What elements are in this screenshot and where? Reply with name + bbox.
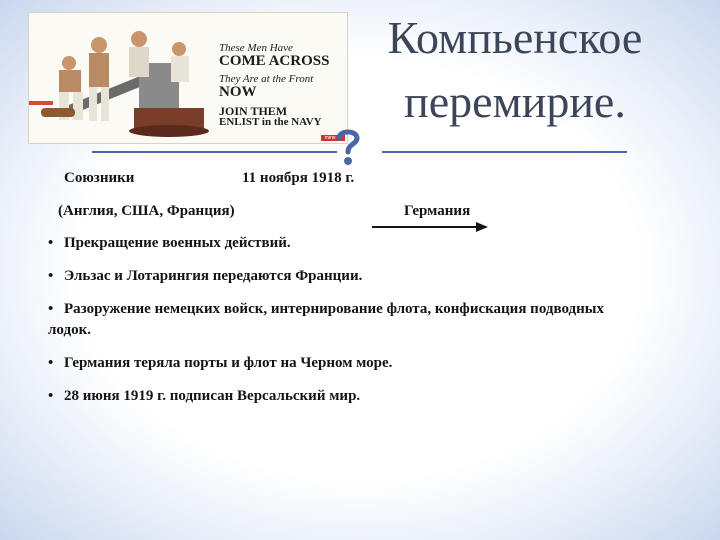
bullet-text: Эльзас и Лотарингия передаются Франции. bbox=[64, 268, 363, 284]
poster-slogan bbox=[219, 43, 344, 128]
allies-label: Союзники bbox=[64, 170, 135, 186]
navy-recruitment-poster bbox=[28, 12, 348, 144]
ornament-icon bbox=[335, 128, 361, 168]
armistice-date: 11 ноября 1918 г. bbox=[242, 170, 355, 186]
arrow-right-icon bbox=[372, 220, 490, 234]
bullet-item bbox=[48, 266, 648, 287]
poster-line-4: NOW bbox=[219, 84, 257, 100]
bullet-item bbox=[48, 353, 648, 374]
bullet-item bbox=[48, 299, 648, 341]
bullet-icon: • bbox=[48, 355, 54, 371]
bullet-icon: • bbox=[48, 268, 54, 284]
bullet-icon: • bbox=[48, 388, 54, 404]
poster-line-2: COME ACROSS bbox=[219, 53, 330, 69]
bullet-icon: • bbox=[48, 235, 54, 251]
poster-line-1: These Men Have bbox=[219, 42, 293, 54]
bullet-text: Прекращение военных действий. bbox=[64, 235, 291, 251]
bullet-text: 28 июня 1919 г. подписан Версальский мир. bbox=[64, 388, 361, 404]
bullet-text: Разоружение немецких войск, интернирование флота, конфискация подводных лодок. bbox=[48, 301, 604, 338]
allies-countries: (Англия, США, Франция) bbox=[58, 203, 235, 219]
gun-crew-illustration bbox=[29, 13, 219, 143]
poster-badge: mine III bbox=[321, 135, 345, 141]
slide-title: Компьенское перемирие. bbox=[387, 12, 643, 127]
germany-label: Германия bbox=[404, 203, 471, 219]
poster-line-6: ENLIST in the NAVY bbox=[219, 116, 322, 128]
poster-line-5: JOIN THEM bbox=[219, 104, 288, 118]
bullet-text: Германия теряла порты и флот на Черном море. bbox=[64, 355, 393, 371]
divider-right bbox=[382, 151, 627, 153]
divider-left bbox=[92, 151, 337, 153]
bullet-item bbox=[48, 386, 648, 407]
poster-line-3: They Are at the Front bbox=[219, 73, 314, 85]
bullet-icon: • bbox=[48, 301, 54, 317]
bullet-item bbox=[48, 233, 648, 254]
